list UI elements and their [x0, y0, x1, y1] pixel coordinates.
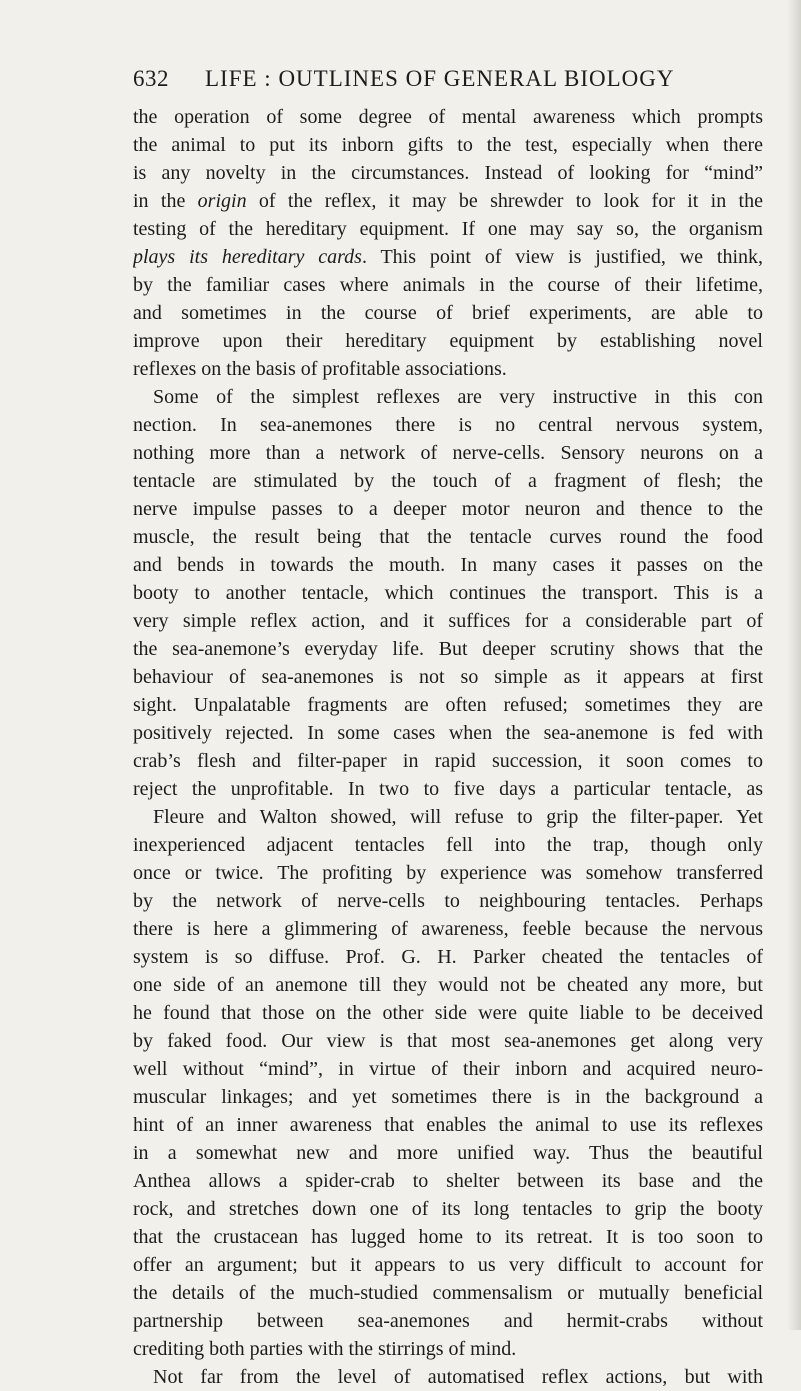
italic-plays-its-hereditary-cards: plays its hereditary cards: [133, 246, 362, 268]
text-line: the animal to put its inborn gifts to the test, especially when there: [133, 134, 763, 156]
text-line: nerve impulse passes to a deeper motor neuron and thence to the: [133, 498, 763, 520]
text-line: one side of an anemone till they would not be cheated any more, but: [133, 974, 763, 996]
text-line: inexperienced adjacent tentacles fell into the trap, though only: [133, 834, 763, 856]
text-line: sight. Unpalatable fragments are often refused; sometimes they are: [133, 694, 763, 716]
text-line: the sea-anemone’s everyday life. But deeper scrutiny shows that the: [133, 638, 763, 660]
text-line: hint of an inner awareness that enables the animal to use its reflexes: [133, 1114, 763, 1136]
text-line: Anthea allows a spider-crab to shelter between its base and the: [133, 1170, 763, 1192]
text-line: the operation of some degree of mental awareness which prompts: [133, 106, 763, 128]
page-edge-shadow: [787, 0, 801, 1330]
paragraph-start-line: Not far from the level of automatised reflex actions, but with: [153, 1366, 763, 1388]
text-line: the details of the much-studied commensalism or mutually beneficial: [133, 1282, 763, 1304]
running-title: LIFE : OUTLINES OF GENERAL BIOLOGY: [205, 66, 675, 91]
text-line: there is here a glimmering of awareness, feeble because the nervous: [133, 918, 763, 940]
text-line: positively rejected. In some cases when the sea-anemone is fed with: [133, 722, 763, 744]
italic-origin: origin: [197, 190, 247, 212]
text-line: once or twice. The profiting by experience was somehow transferred: [133, 862, 763, 884]
text-line: improve upon their hereditary equipment by establishing novel: [133, 330, 763, 352]
text-line: muscular linkages; and yet sometimes there is in the background a: [133, 1086, 763, 1108]
text-line: offer an argument; but it appears to us very difficult to account for: [133, 1254, 763, 1276]
text-line: and bends in towards the mouth. In many cases it passes on the: [133, 554, 763, 576]
text-line: partnership between sea-anemones and hermit-crabs without: [133, 1310, 763, 1332]
running-header: [133, 62, 773, 96]
text-line: and sometimes in the course of brief experiments, are able to: [133, 302, 763, 324]
text-line: very simple reflex action, and it suffices for a considerable part of: [133, 610, 763, 632]
text-line: that the crustacean has lugged home to its retreat. It is too soon to: [133, 1226, 763, 1248]
text-line: in a somewhat new and more unified way. Thus the beautiful: [133, 1142, 763, 1164]
body-text: [133, 103, 763, 1391]
text-line: crab’s flesh and filter-paper in rapid succession, it soon comes to: [133, 750, 763, 772]
text-line: nothing more than a network of nerve-cells. Sensory neurons on a: [133, 442, 763, 464]
text-line: reject the unprofitable. In two to five days a particular tentacle, as: [133, 778, 763, 800]
text-line: tentacle are stimulated by the touch of a fragment of flesh; the: [133, 470, 763, 492]
text-line: reflexes on the basis of profitable associations.: [133, 358, 507, 380]
text-line: muscle, the result being that the tentacle curves round the food: [133, 526, 763, 548]
text-line: by the familiar cases where animals in the course of their lifetime,: [133, 274, 763, 296]
text-line: system is so diffuse. Prof. G. H. Parker cheated the tentacles of: [133, 946, 763, 968]
text-line: plays its hereditary cards. This point of view is justified, we think,: [133, 246, 763, 268]
text-line: booty to another tentacle, which continues the transport. This is a: [133, 582, 763, 604]
text-line: he found that those on the other side were quite liable to be deceived: [133, 1002, 763, 1024]
text-line: rock, and stretches down one of its long tentacles to grip the booty: [133, 1198, 763, 1220]
paragraph-start-line: Some of the simplest reflexes are very instructive in this con: [153, 386, 763, 408]
text-line: nection. In sea-anemones there is no central nervous system,: [133, 414, 763, 436]
text-line: by the network of nerve-cells to neighbouring tentacles. Perhaps: [133, 890, 763, 912]
text-line: testing of the hereditary equipment. If one may say so, the organism: [133, 218, 763, 240]
text-line: Fleure and Walton showed, will refuse to grip the filter-paper. Yet: [153, 806, 763, 828]
text-line: behaviour of sea-anemones is not so simple as it appears at first: [133, 666, 763, 688]
text-line: by faked food. Our view is that most sea-anemones get along very: [133, 1030, 763, 1052]
text-line: well without “mind”, in virtue of their inborn and acquired neuro-: [133, 1058, 763, 1080]
page-number: 632: [133, 66, 169, 91]
text-line: is any novelty in the circumstances. Instead of looking for “mind”: [133, 162, 763, 184]
text-line: in the origin of the reflex, it may be shrewder to look for it in the: [133, 190, 763, 212]
text-line: crediting both parties with the stirrings of mind.: [133, 1338, 517, 1360]
